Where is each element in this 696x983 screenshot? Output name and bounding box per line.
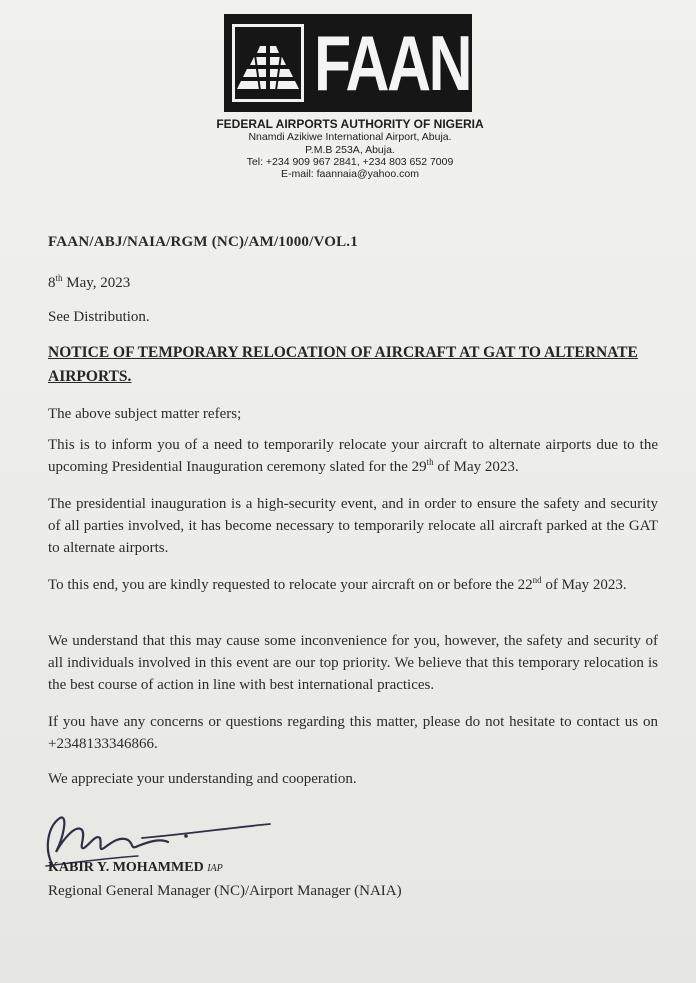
paragraph-2-text: This is to inform you of a need to temporarily relocate your aircraft to alternate airports due to the upcoming Presidential Inauguration ceremony slated for the 29 <box>48 437 658 475</box>
date-month-year: May, 2023 <box>62 275 131 291</box>
paragraph-6: If you have any concerns or questions regarding this matter, please do not hesitate to contact us on +2348133346866. <box>48 714 658 752</box>
paragraph-2 <box>48 434 658 478</box>
address-line-2: P.M.B 253A, Abuja. <box>305 144 395 156</box>
signatory-title: Regional General Manager (NC)/Airport Manager (NAIA) <box>48 883 402 899</box>
paragraph-7: We appreciate your understanding and cooperation. <box>48 771 357 787</box>
reference-number: FAAN/ABJ/NAIA/RGM (NC)/AM/1000/VOL.1 <box>48 234 358 250</box>
subject-heading: NOTICE OF TEMPORARY RELOCATION OF AIRCRAFT AT GAT TO ALTERNATE AIRPORTS. <box>48 344 638 385</box>
paragraph-4-sup: nd <box>532 575 542 585</box>
signatory-suffix: IAP <box>207 863 223 874</box>
paragraph-4-end: of May 2023. <box>541 577 627 593</box>
signatory-name <box>48 860 223 876</box>
paragraph-5: We understand that this may cause some inconvenience for you, however, the safety and security of all individuals involved in this event are our top priority. We believe that this temporary relocation is the best course of action in line with best international practices. <box>48 633 658 693</box>
runway-emblem-icon <box>232 24 304 102</box>
organization-name: FEDERAL AIRPORTS AUTHORITY OF NIGERIA <box>216 117 484 131</box>
paragraph-2-sup: th <box>426 457 434 467</box>
paragraph-2-end: of May 2023. <box>433 459 519 475</box>
paragraph-3: The presidential inauguration is a high-security event, and in order to ensure the safety and security of all parties involved, it has become necessary to temporarily relocate all aircraft parked at the GAT to alternate airports. <box>48 496 658 556</box>
paragraph-4-text: To this end, you are kindly requested to relocate your aircraft on or before the 22 <box>48 577 533 593</box>
signatory-name-text: KABIR Y. MOHAMMED <box>48 860 204 875</box>
address-line-1: Nnamdi Azikiwe International Airport, Abuja. <box>248 131 452 143</box>
date-suffix: th <box>55 273 63 283</box>
telephone-line: Tel: +234 909 967 2841, +234 803 652 7009 <box>246 156 454 168</box>
salutation: See Distribution. <box>48 309 150 325</box>
letter-date <box>48 273 130 292</box>
date-day: 8 <box>48 275 56 291</box>
faan-wordmark: FAAN <box>314 19 471 107</box>
paragraph-4 <box>48 574 658 596</box>
paragraph-1: The above subject matter refers; <box>48 406 242 422</box>
email-line: E-mail: faannaia@yahoo.com <box>281 168 419 180</box>
